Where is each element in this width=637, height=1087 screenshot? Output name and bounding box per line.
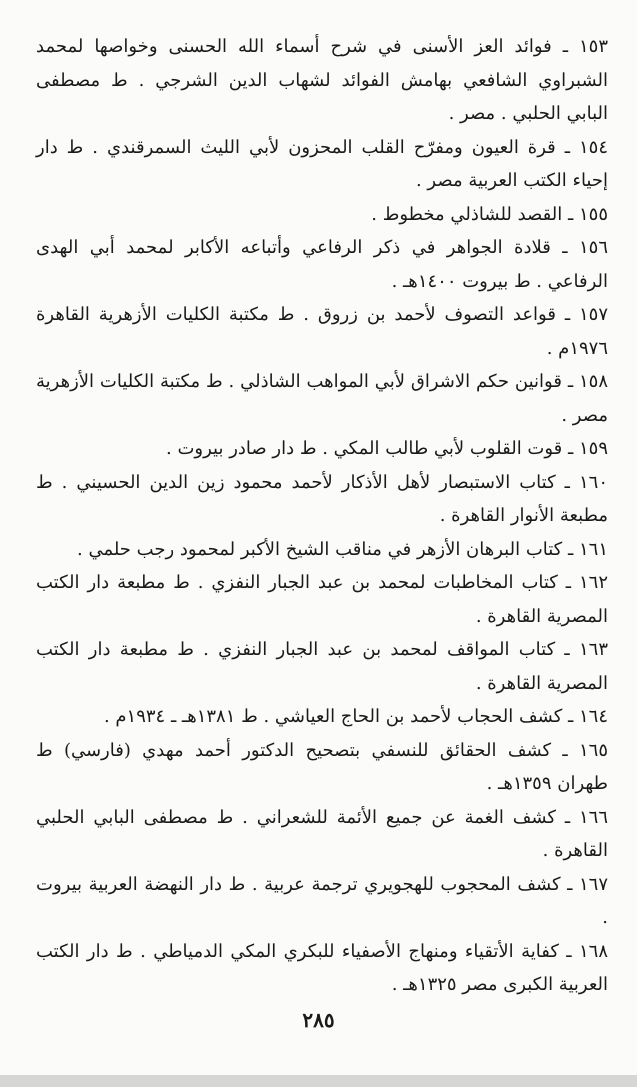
bibliography-entry-157: ١٥٧ ـ قواعد التصوف لأحمد بن زروق . ط مكتبة الكليات الأزهرية القاهرة ١٩٧٦م . — [36, 304, 608, 359]
bibliography-list — [36, 30, 608, 1002]
bibliography-entry-154: ١٥٤ ـ قرة العيون ومفرّح القلب المحزون لأبي الليث السمرقندي . ط دار إحياء الكتب العربية مصر . — [36, 136, 608, 191]
bibliography-entry-165: ١٦٥ ـ كشف الحقائق للنسفي بتصحيح الدكتور أحمد مهدي (فارسي) ط طهران ١٣٥٩هـ . — [36, 739, 608, 794]
bibliography-entry-166: ١٦٦ ـ كشف الغمة عن جميع الأئمة للشعراني . ط مصطفى البابي الحلبي القاهرة . — [36, 806, 608, 861]
bibliography-entry-162: ١٦٢ ـ كتاب المخاطبات لمحمد بن عبد الجبار النفزي . ط مطبعة دار الكتب المصرية القاهرة . — [36, 572, 608, 627]
bibliography-entry-160: ١٦٠ ـ كتاب الاستبصار لأهل الأذكار لأحمد محمود زين الدين الحسيني . ط مطبعة الأنوار القاهرة . — [36, 471, 608, 526]
bibliography-entry-159: ١٥٩ ـ قوت القلوب لأبي طالب المكي . ط دار صادر بيروت . — [166, 438, 608, 459]
page-bottom-edge — [0, 1075, 637, 1087]
bibliography-entry-155: ١٥٥ ـ القصد للشاذلي مخطوط . — [371, 203, 608, 225]
bibliography-entry-161: ١٦١ ـ كتاب البرهان الأزهر في مناقب الشيخ الأكبر لمحمود رجب حلمي . — [77, 538, 608, 560]
bibliography-entry-153: ١٥٣ ـ فوائد العز الأسنى في شرح أسماء الله الحسنى وخواصها لمحمد الشبراوي الشافعي بهامش الفوائد لشهاب الدين الشرجي . ط مصطفى البابي الحلبي . مصر . — [36, 36, 608, 124]
bibliography-entry-156: ١٥٦ ـ قلادة الجواهر في ذكر الرفاعي وأتباعه الأكابر لمحمد أبي الهدى الرفاعي . ط بيروت ١٤٠٠هـ . — [36, 237, 608, 292]
bibliography-entry-158: ١٥٨ ـ قوانين حكم الاشراق لأبي المواهب الشاذلي . ط مكتبة الكليات الأزهرية مصر . — [36, 371, 608, 426]
bibliography-entry-168: ١٦٨ ـ كفاية الأتقياء ومنهاج الأصفياء للبكري المكي الدمياطي . ط دار الكتب العربية الكبرى مصر ١٣٢٥هـ . — [36, 940, 608, 995]
page-number: ٢٨٥ — [302, 1008, 335, 1032]
bibliography-entry-164: ١٦٤ ـ كشف الحجاب لأحمد بن الحاج العياشي . ط ١٣٨١هـ ـ ١٩٣٤م . — [103, 706, 608, 727]
bibliography-entry-167: ١٦٧ ـ كشف المحجوب للهجويري ترجمة عربية . ط دار النهضة العربية بيروت . — [36, 873, 608, 928]
bibliography-entry-163: ١٦٣ ـ كتاب المواقف لمحمد بن عبد الجبار النفزي . ط مطبعة دار الكتب المصرية القاهرة . — [36, 639, 608, 694]
